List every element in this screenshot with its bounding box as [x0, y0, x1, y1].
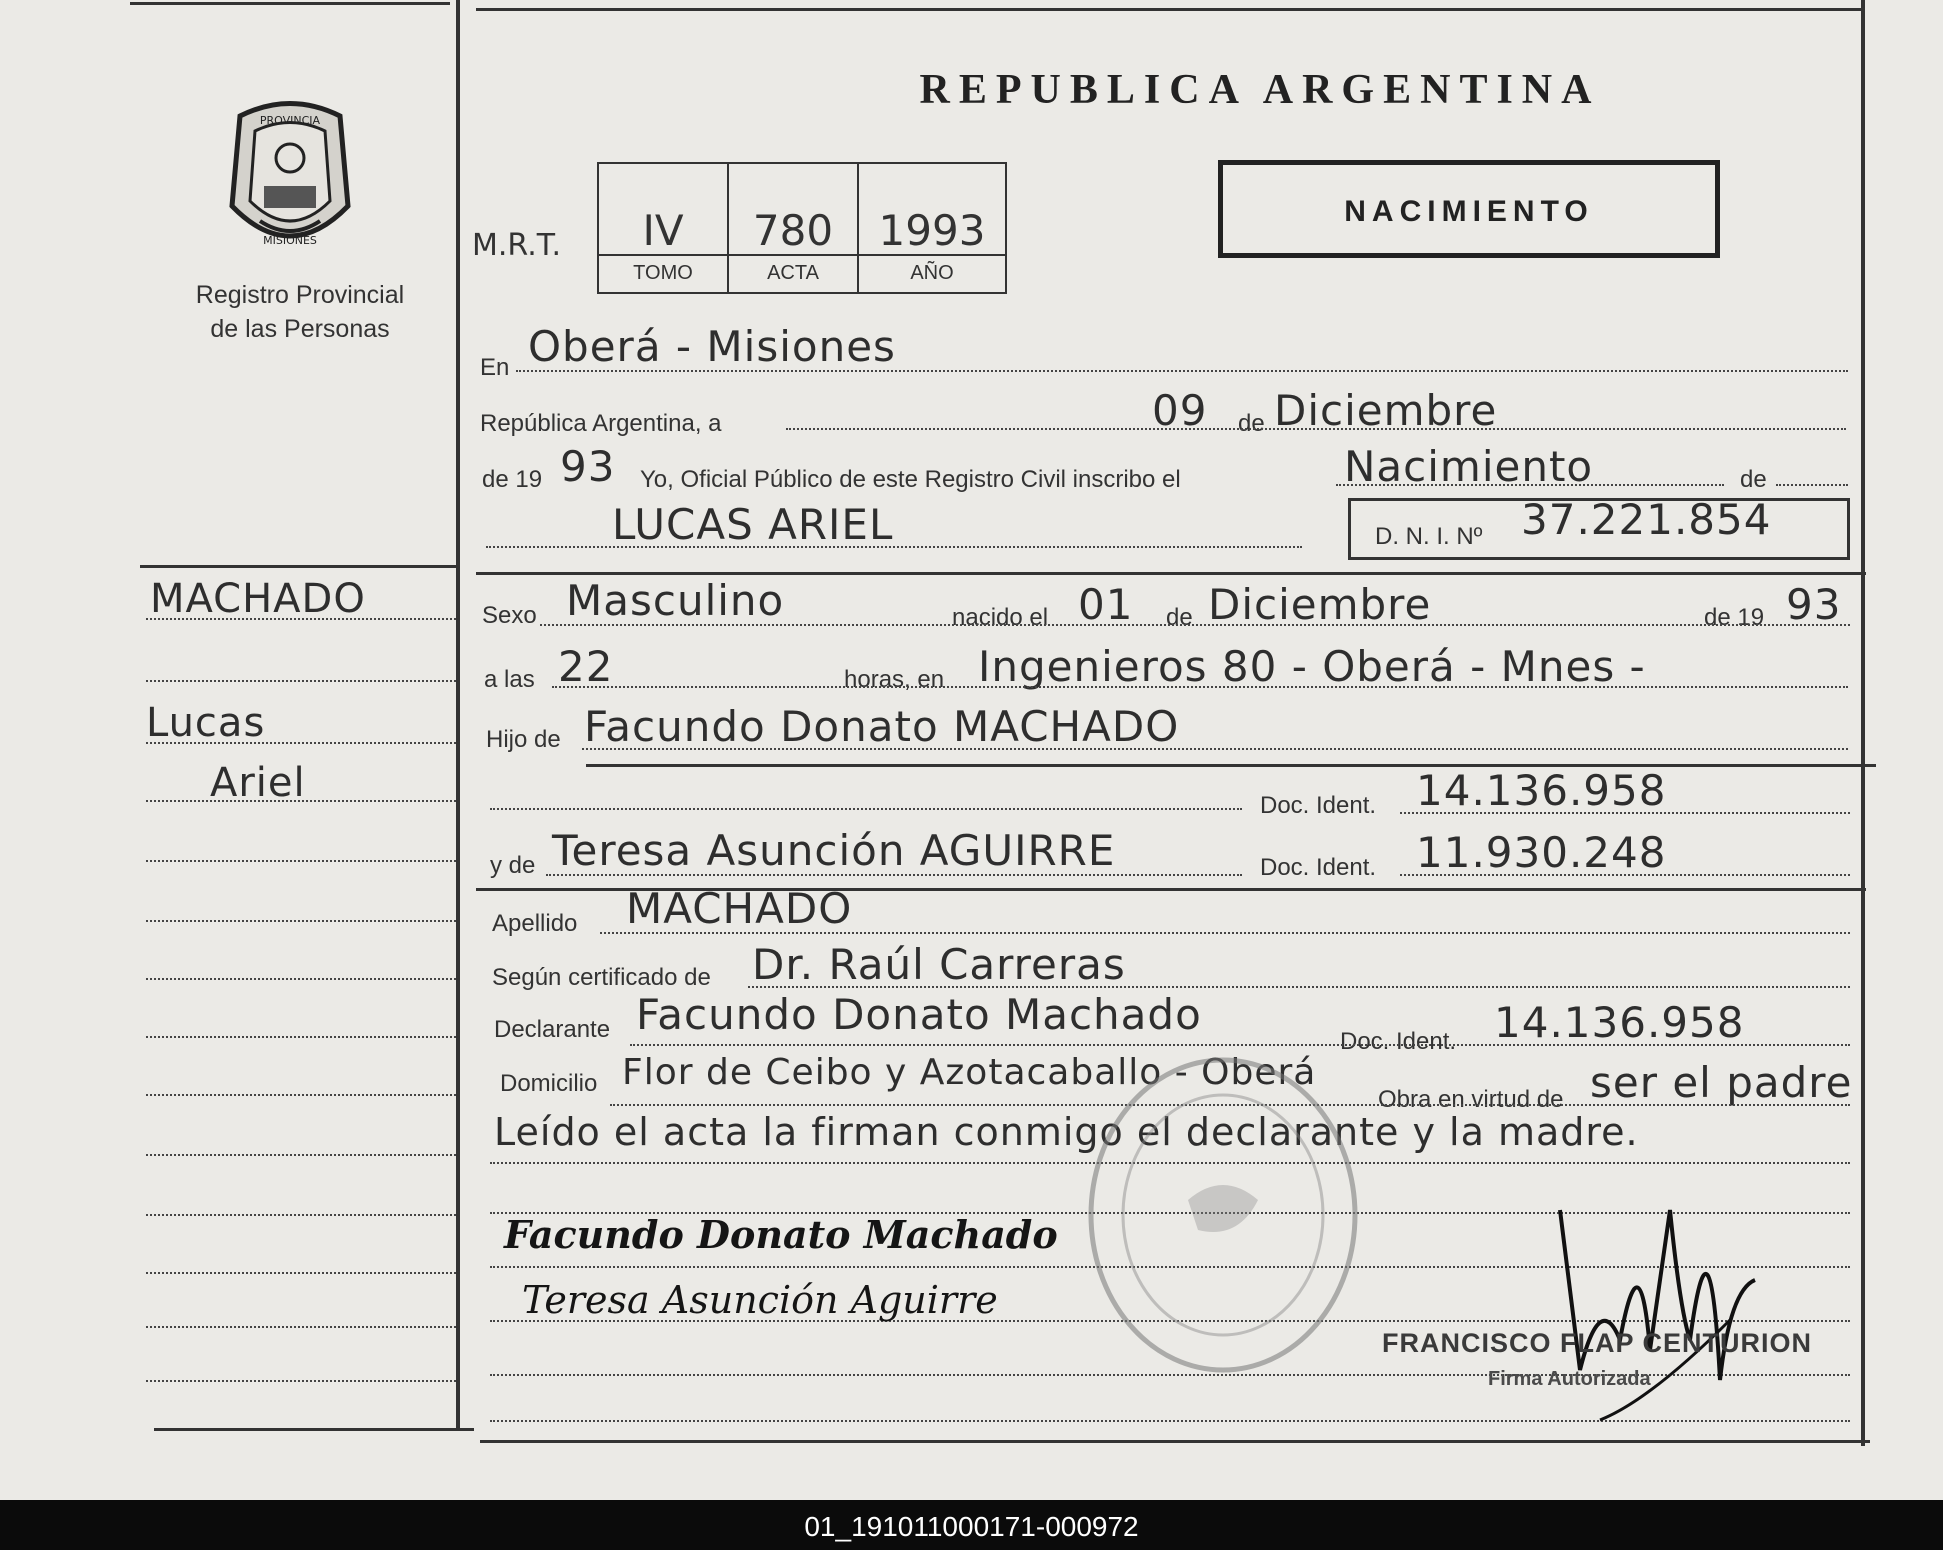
value-nombre: LUCAS ARIEL [612, 500, 894, 549]
left-divider [456, 0, 460, 1430]
value-certificado-de: Dr. Raúl Carreras [752, 940, 1126, 989]
margin-line-9 [146, 1094, 456, 1096]
value-lugar: Oberá - Misiones [528, 322, 896, 371]
label-republica: República Argentina, a [480, 410, 722, 437]
bottom-rule [480, 1440, 1870, 1443]
label-de-inscribe: de [1740, 466, 1767, 493]
margin-line-7 [146, 978, 456, 980]
margin-line-11 [146, 1214, 456, 1216]
line-declarante [630, 1044, 1850, 1046]
value-dia-inscripcion: 09 [1152, 386, 1208, 435]
label-dni: D. N. I. Nº [1375, 523, 1483, 550]
line-madre [546, 874, 1242, 876]
margin-line-10 [146, 1154, 456, 1156]
value-padre: Facundo Donato MACHADO [584, 702, 1180, 751]
line-en [516, 370, 1848, 372]
name-section-rule [476, 572, 1866, 575]
registry-line-2: de las Personas [210, 315, 390, 343]
value-hora: 22 [558, 642, 614, 691]
margin-apellido: MACHADO [150, 576, 366, 622]
label-declarante: Declarante [494, 1016, 611, 1043]
record-type-box [1218, 160, 1720, 258]
label-yo-oficial: Yo, Oficial Público de este Registro Civil inscribo el [640, 466, 1181, 493]
value-dia-nacimiento: 01 [1078, 580, 1134, 629]
ano-value: 1993 [878, 206, 986, 255]
right-border [1861, 0, 1865, 1446]
tomo-label: TOMO [633, 262, 693, 284]
official-stamp-icon [1078, 1050, 1368, 1380]
value-domicilio: Flor de Ceibo y Azotacaballo - Oberá [622, 1052, 1317, 1093]
label-doc-madre: Doc. Ident. [1260, 854, 1377, 881]
margin-line-4 [146, 800, 456, 802]
margin-line-5 [146, 860, 456, 862]
margin-section-rule [140, 565, 460, 568]
margin-nombre-1: Lucas [146, 700, 266, 746]
svg-text:PROVINCIA: PROVINCIA [259, 114, 321, 127]
ano-label: AÑO [910, 262, 954, 284]
label-apellido: Apellido [492, 910, 578, 937]
officer-title: Firma Autorizada [1488, 1368, 1651, 1390]
top-right-rule [476, 8, 1862, 11]
value-mes-inscripcion: Diciembre [1274, 386, 1498, 435]
value-anio-nacimiento: 93 [1786, 580, 1842, 629]
line-nombre [486, 546, 1302, 548]
margin-line-3 [146, 742, 456, 744]
officer-signature-icon [1540, 1170, 1770, 1440]
country-title: REPUBLICA ARGENTINA [919, 67, 1601, 113]
line-doc-padre [1400, 812, 1850, 814]
image-id-bar [0, 1500, 1943, 1550]
line-apellido [600, 932, 1850, 934]
margin-nombre-2: Ariel [210, 760, 306, 806]
acta-label: ACTA [767, 262, 819, 284]
margin-line-2 [146, 680, 456, 682]
label-de-19-nacimiento: de 19 [1704, 604, 1765, 631]
hijo-section-rule [586, 764, 1876, 767]
mrt-label: M.R.T. [472, 228, 562, 263]
label-domicilio: Domicilio [500, 1070, 598, 1097]
margin-line-13 [146, 1326, 456, 1328]
provincia-seal-icon [220, 96, 360, 256]
label-y-de: y de [490, 852, 536, 879]
label-doc-padre: Doc. Ident. [1260, 792, 1377, 819]
line-sexo [540, 624, 1850, 626]
svg-text:MISIONES: MISIONES [263, 234, 317, 247]
mrt-ano [859, 164, 1005, 292]
signature-madre: Teresa Asunción Aguirre [522, 1278, 998, 1322]
acta-value: 780 [752, 206, 834, 255]
value-apellido: MACHADO [626, 884, 853, 933]
line-doc-padre-left [490, 808, 1242, 810]
value-nota: Leído el acta la firman conmigo el declarante y la madre. [494, 1110, 1639, 1154]
value-anio-inscripcion: 93 [560, 442, 616, 491]
label-horas-en: horas, en [844, 666, 945, 693]
tomo-value: IV [642, 206, 684, 255]
line-republica [786, 428, 1846, 430]
value-madre-doc: 11.930.248 [1416, 828, 1667, 877]
margin-line-14 [146, 1380, 456, 1382]
dni-box [1348, 495, 1850, 560]
line-doc-madre [1400, 874, 1850, 876]
value-madre: Teresa Asunción AGUIRRE [552, 826, 1116, 875]
label-doc-declarante: Doc. Ident. [1340, 1028, 1457, 1055]
value-declarante: Facundo Donato Machado [636, 990, 1202, 1039]
value-mes-nacimiento: Diciembre [1208, 580, 1432, 629]
label-sexo: Sexo [482, 602, 537, 629]
label-nacido-el: nacido el [952, 604, 1049, 631]
officer-name: FRANCISCO FLAP CENTURION [1382, 1328, 1813, 1358]
signature-declarante: Facundo Donato Machado [504, 1212, 1058, 1257]
margin-line-12 [146, 1272, 456, 1274]
value-lugar-nacimiento: Ingenieros 80 - Oberá - Mnes - [978, 642, 1646, 691]
registry-line-1: Registro Provincial [195, 281, 405, 309]
label-de-19: de 19 [482, 466, 543, 493]
line-yo [1336, 484, 1724, 486]
label-a-las: a las [484, 666, 535, 693]
mrt-tomo [599, 164, 729, 292]
value-declarante-doc: 14.136.958 [1494, 998, 1745, 1047]
image-id: 01_191011000171-000972 [804, 1511, 1139, 1542]
label-en: En [480, 354, 510, 381]
line-yo-end [1776, 484, 1848, 486]
record-type: NACIMIENTO [1344, 195, 1594, 228]
margin-line-6 [146, 920, 456, 922]
value-dni: 37.221.854 [1521, 495, 1772, 544]
margin-line-8 [146, 1036, 456, 1038]
registry-name [170, 278, 430, 346]
line-hijo-de [582, 748, 1848, 750]
mrt-box [597, 162, 1007, 294]
top-left-rule [130, 2, 450, 5]
label-segun-certificado: Según certificado de [492, 964, 711, 991]
mrt-acta [729, 164, 859, 292]
value-sexo: Masculino [566, 576, 785, 625]
label-obra-en-virtud: Obra en virtud de [1378, 1086, 1564, 1113]
value-inscribe: Nacimiento [1344, 442, 1594, 491]
label-hijo-de: Hijo de [486, 726, 561, 753]
line-certificado [748, 986, 1850, 988]
value-padre-doc: 14.136.958 [1416, 766, 1667, 815]
label-de-mes: de [1238, 410, 1265, 437]
margin-line-1 [146, 618, 456, 620]
label-de-nacimiento: de [1166, 604, 1193, 631]
value-obra-en-virtud: ser el padre [1590, 1058, 1853, 1107]
line-a-las [552, 686, 1848, 688]
margin-bottom-rule [154, 1428, 474, 1431]
